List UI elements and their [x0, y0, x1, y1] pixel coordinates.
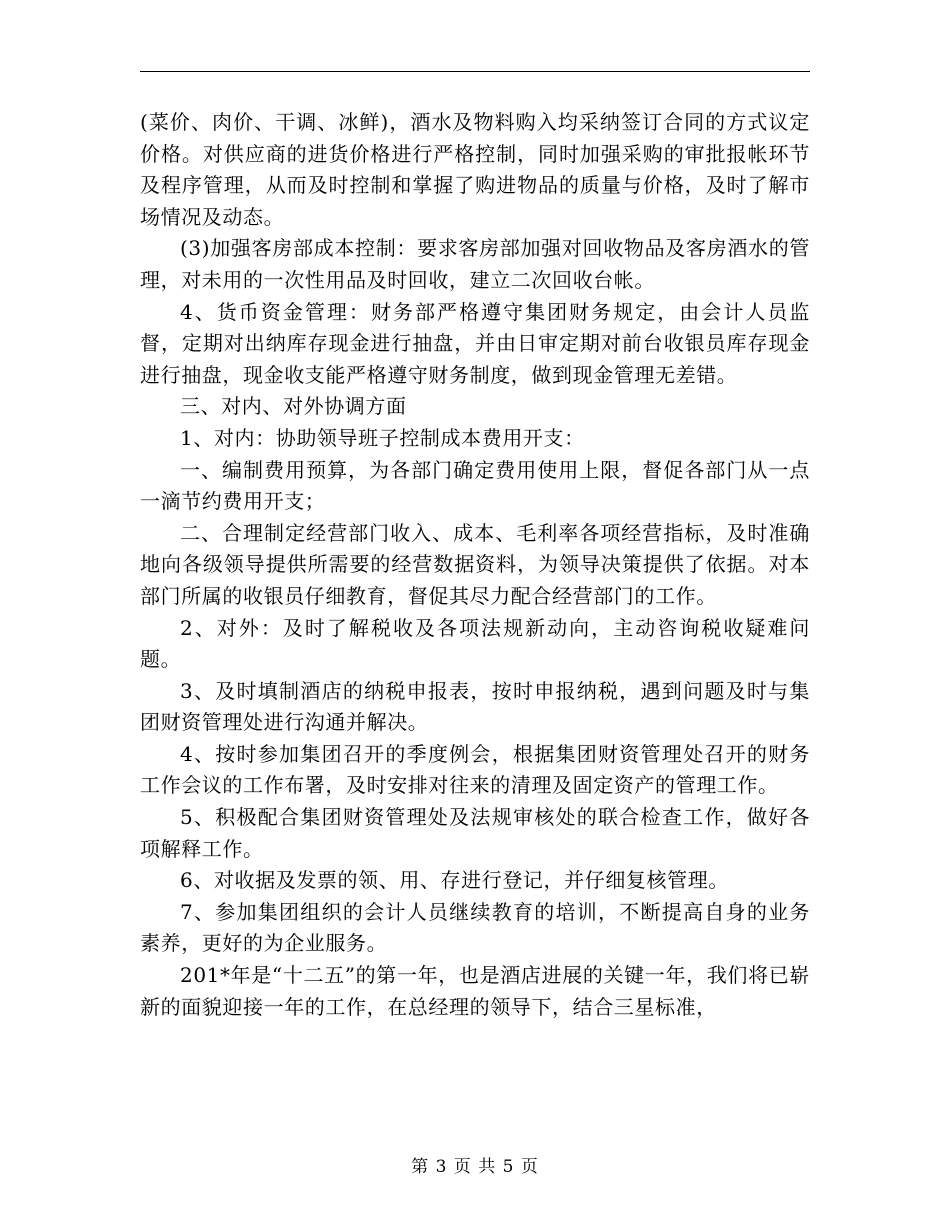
- paragraph-quarterly-meetings: 4、按时参加集团召开的季度例会，根据集团财资管理处召开的财务工作会议的工作布署，及时安排对往来的清理及固定资产的管理工作。: [140, 741, 810, 798]
- paragraph-procurement-contracts: (菜价、肉价、干调、冰鲜)，酒水及物料购入均采纳签订合同的方式议定价格。对供应商的进货价格进行严格控制，同时加强采购的审批报帐环节及程序管理，从而及时控制和掌握了购进物品的质量与价格，及时了解市场情况及动态。: [140, 110, 810, 229]
- section-heading-coordination: 三、对内、对外协调方面: [180, 394, 407, 419]
- paragraph-operating-targets: 二、合理制定经营部门收入、成本、毛利率各项经营指标，及时准确地向各级领导提供所需要的经营数据资料，为领导决策提供了依据。对本部门所属的收银员仔细教育，督促其尽力配合经营部门的工作。: [140, 520, 810, 608]
- header-rule: [140, 71, 810, 72]
- paragraph-tax-filing: 3、及时填制酒店的纳税申报表，按时申报纳税，遇到问题及时与集团财资管理处进行沟通并解决。: [140, 678, 810, 735]
- paragraph-internal-coordination: 1、对内：协助领导班子控制成本费用开支：: [180, 425, 585, 450]
- document-body: [140, 107, 810, 1023]
- paragraph-receipts-invoices: 6、对收据及发票的领、用、存进行登记，并仔细复核管理。: [180, 868, 729, 893]
- paragraph-year-outlook: 201*年是“十二五”的第一年，也是酒店进展的关键一年，我们将已崭新的面貌迎接一年的工作，在总经理的领导下，结合三星标准，: [140, 963, 810, 1019]
- paragraph-joint-inspection: 5、积极配合集团财资管理处及法规审核处的联合检查工作，做好各项解释工作。: [140, 805, 810, 861]
- paragraph-budget: 一、编制费用预算，为各部门确定费用使用上限，督促各部门从一点一滴节约费用开支；: [140, 457, 810, 514]
- paragraph-housekeeping-cost-control: (3)加强客房部成本控制：要求客房部加强对回收物品及客房酒水的管理，对未用的一次性用品及时回收，建立二次回收台帐。: [140, 236, 810, 292]
- paragraph-external-tax: 2、对外：及时了解税收及各项法规新动向，主动咨询税收疑难问题。: [140, 615, 810, 672]
- paragraph-cash-management: 4、货币资金管理：财务部严格遵守集团财务规定，由会计人员监督，定期对出纳库存现金进行抽盘，并由日审定期对前台收银员库存现金进行抽盘，现金收支能严格遵守财务制度，做到现金管理无差错。: [140, 299, 810, 387]
- page-footer: 第 3 页 共 5 页: [411, 1157, 539, 1177]
- paragraph-continuing-education: 7、参加集团组织的会计人员继续教育的培训，不断提高自身的业务素养，更好的为企业服务。: [140, 899, 810, 956]
